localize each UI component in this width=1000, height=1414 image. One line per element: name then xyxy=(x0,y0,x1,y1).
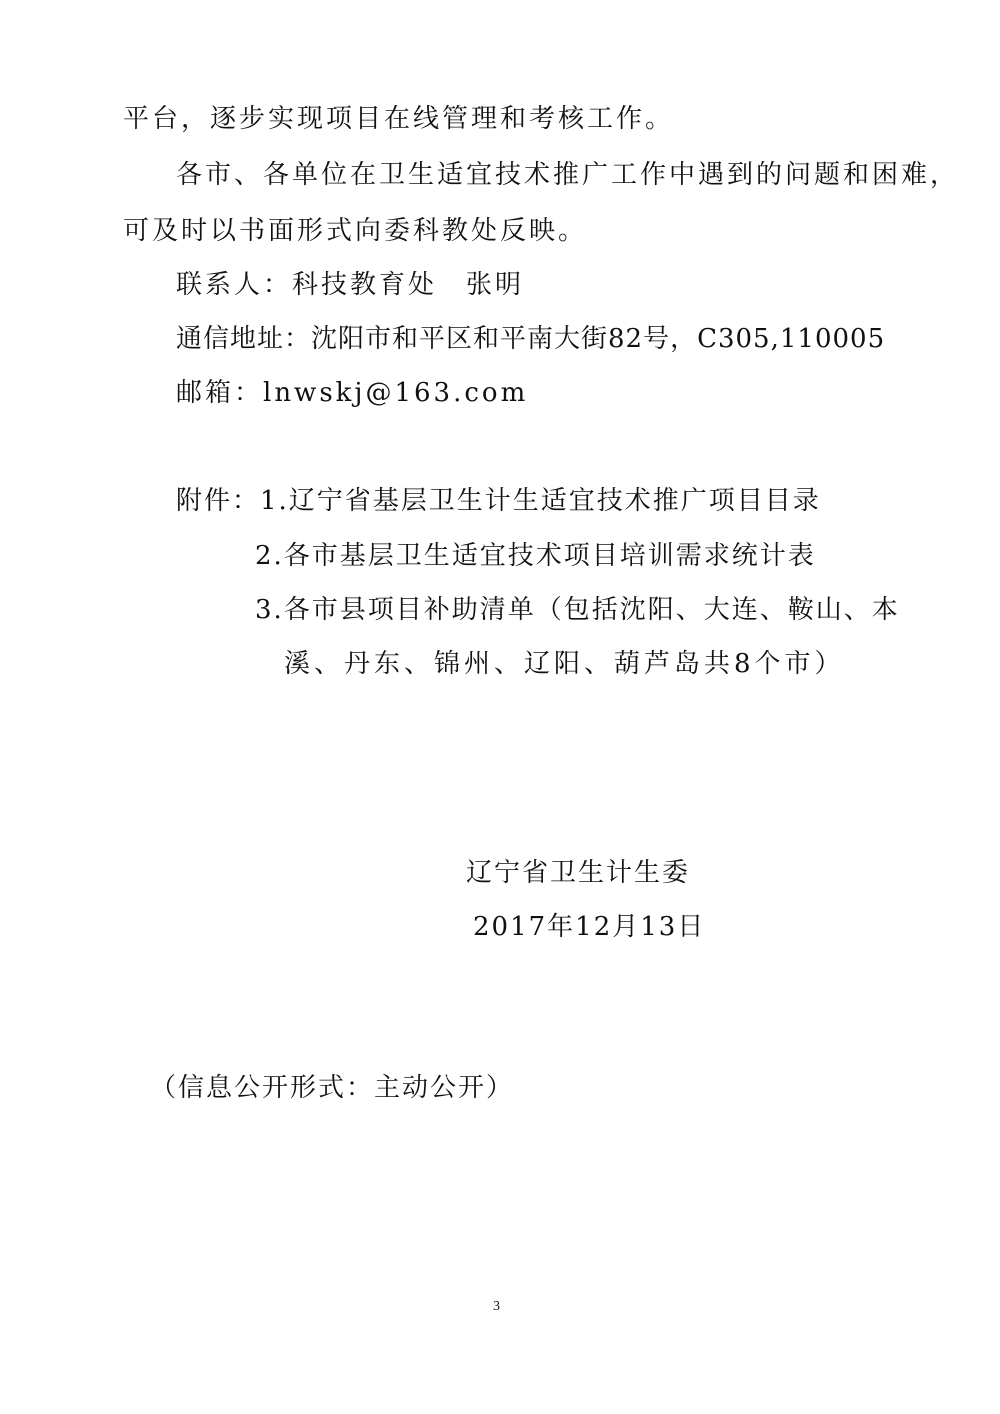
contact-email: 邮箱：lnwskj@163.com xyxy=(176,378,529,408)
attachment-item-3-line-1: 3.各市县项目补助清单（包括沈阳、大连、鞍山、本 xyxy=(255,595,900,625)
signature-date: 2017年12月13日 xyxy=(473,912,706,942)
body-line-3: 可及时以书面形式向委科教处反映。 xyxy=(123,216,588,246)
disclosure-note: （信息公开形式：主动公开） xyxy=(150,1073,515,1103)
attachment-item-2: 2.各市基层卫生适宜技术项目培训需求统计表 xyxy=(255,541,816,571)
body-line-2: 各市、各单位在卫生适宜技术推广工作中遇到的问题和困难， xyxy=(176,160,960,190)
body-line-1: 平台，逐步实现项目在线管理和考核工作。 xyxy=(123,104,675,134)
contact-person: 联系人：科技教育处 张明 xyxy=(176,270,525,300)
signature-issuer: 辽宁省卫生计生委 xyxy=(466,858,691,888)
page-number: 3 xyxy=(493,1299,500,1314)
attachment-item-1: 附件：1.辽宁省基层卫生计生适宜技术推广项目目录 xyxy=(176,486,821,516)
contact-address: 通信地址：沈阳市和平区和平南大街82号，C305,110005 xyxy=(176,324,886,354)
attachment-item-3-line-2: 溪、丹东、锦州、辽阳、葫芦岛共8个市） xyxy=(284,649,845,679)
